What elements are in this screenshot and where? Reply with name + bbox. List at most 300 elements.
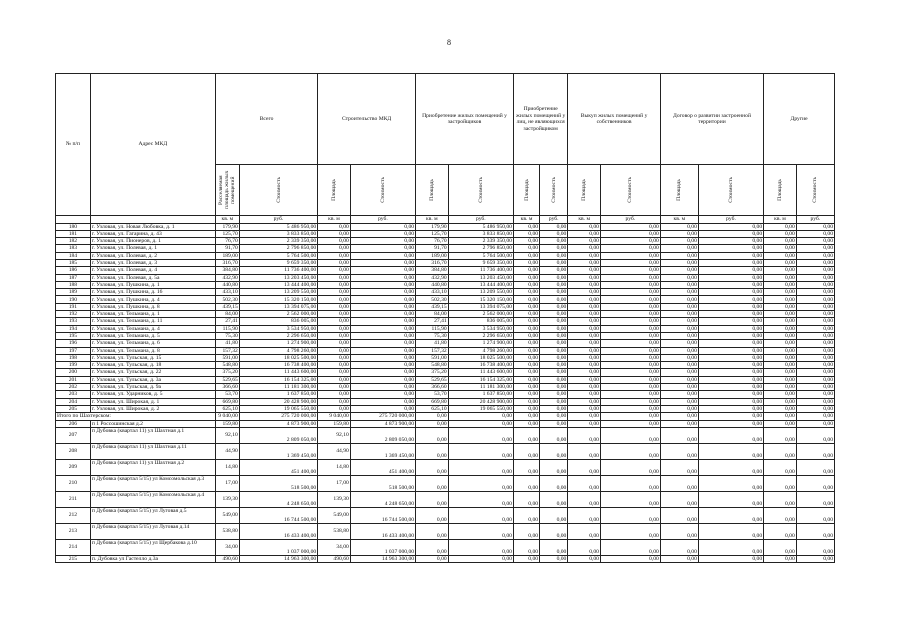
cell-area: 0,00 bbox=[660, 281, 698, 288]
cell-area: 0,00 bbox=[513, 318, 539, 325]
cell-cost: 16 154 325,00 bbox=[239, 376, 317, 383]
cell-cost: 518 500,00 bbox=[239, 475, 317, 491]
cell-cost: 0,00 bbox=[540, 238, 568, 245]
cell-cost: 0,00 bbox=[540, 427, 568, 443]
cell-cost: 0,00 bbox=[540, 507, 568, 523]
cell-cost: 0,00 bbox=[796, 413, 834, 420]
cell-area: 0,00 bbox=[764, 491, 797, 507]
cell-area: 0,00 bbox=[764, 398, 797, 405]
cell-cost: 0,00 bbox=[796, 391, 834, 398]
cell-cost: 0,00 bbox=[796, 369, 834, 376]
cell-cost: 16 154 325,00 bbox=[448, 376, 513, 383]
cell-cost: 0,00 bbox=[600, 223, 660, 230]
cell-cost: 1 037 000,00 bbox=[350, 539, 415, 555]
cell-cost: 0,00 bbox=[540, 311, 568, 318]
cell-area: 0,00 bbox=[568, 539, 601, 555]
cell-area: 502,30 bbox=[416, 296, 449, 303]
total-row bbox=[56, 413, 835, 420]
cell-cost: 0,00 bbox=[600, 507, 660, 523]
cell-cost: 0,00 bbox=[600, 354, 660, 361]
table-row bbox=[56, 296, 835, 303]
col-num-header: № п/п bbox=[56, 74, 91, 216]
cell-cost: 16 738 400,00 bbox=[239, 362, 317, 369]
group-construction-header: Строительство МКД bbox=[318, 74, 416, 165]
cell-cost: 0,00 bbox=[540, 252, 568, 259]
cell-area: 0,00 bbox=[568, 376, 601, 383]
cell-cost: 0,00 bbox=[796, 252, 834, 259]
cell-cost: 11 181 300,00 bbox=[239, 384, 317, 391]
sub-area-header: Площадь bbox=[513, 165, 539, 216]
sub-area-header: Площадь bbox=[568, 165, 601, 216]
cell-cost: 0,00 bbox=[796, 347, 834, 354]
row-number: 201 bbox=[56, 376, 91, 383]
cell-area: 0,00 bbox=[764, 332, 797, 339]
cell-cost: 0,00 bbox=[698, 267, 763, 274]
cell-area: 0,00 bbox=[568, 369, 601, 376]
row-address: п Дубовка (квартал 5/15) ул Комсомольская д.4 bbox=[90, 491, 215, 507]
cell-cost: 0,00 bbox=[600, 443, 660, 459]
group-total-header: Всего bbox=[215, 74, 317, 165]
row-number: 187 bbox=[56, 274, 91, 281]
sub-cost-header: Стоимость bbox=[698, 165, 763, 216]
cell-area: 157,32 bbox=[416, 347, 449, 354]
cell-cost: 16 744 500,00 bbox=[350, 507, 415, 523]
cell-cost: 0,00 bbox=[698, 420, 763, 427]
header-group-row bbox=[56, 74, 835, 165]
cell-cost: 0,00 bbox=[796, 259, 834, 266]
cell-area: 0,00 bbox=[568, 230, 601, 237]
cell-area: 41,80 bbox=[215, 340, 239, 347]
table-row bbox=[56, 420, 835, 427]
cell-area: 440,80 bbox=[215, 281, 239, 288]
cell-cost: 0,00 bbox=[698, 289, 763, 296]
table-row bbox=[56, 398, 835, 405]
cell-cost: 0,00 bbox=[600, 539, 660, 555]
cell-area: 0,00 bbox=[660, 420, 698, 427]
sub-cost-header: Стоимость bbox=[239, 165, 317, 216]
row-address: г. Узловая, ул. Тельмана, д. 11 bbox=[90, 318, 215, 325]
group-developer-purchase-header: Приобретение жилых помещений у застройщиков bbox=[416, 74, 514, 165]
cell-cost: 0,00 bbox=[796, 223, 834, 230]
cell-area: 549,00 bbox=[215, 507, 239, 523]
sub-cost-header: Стоимость bbox=[540, 165, 568, 216]
cell-cost: 0,00 bbox=[350, 376, 415, 383]
cell-area: 189,00 bbox=[416, 252, 449, 259]
cell-area: 0,00 bbox=[764, 475, 797, 491]
cell-cost: 0,00 bbox=[600, 259, 660, 266]
cell-cost: 18 025 500,00 bbox=[448, 354, 513, 361]
cell-cost: 0,00 bbox=[698, 491, 763, 507]
col-addr-header: Адрес МКД bbox=[90, 74, 215, 216]
cell-cost: 20 428 900,00 bbox=[448, 398, 513, 405]
row-address: г. Узловая, ул. Тельмана, д. 8 bbox=[90, 347, 215, 354]
cell-cost: 0,00 bbox=[698, 362, 763, 369]
cell-area: 0,00 bbox=[513, 413, 539, 420]
table-row bbox=[56, 507, 835, 523]
row-address: п Дубовка (квартал 11) ул Шахтная д.11 bbox=[90, 443, 215, 459]
unit-area: кв. м bbox=[513, 216, 539, 224]
cell-cost: 2 809 050,00 bbox=[239, 427, 317, 443]
cell-area: 84,00 bbox=[215, 311, 239, 318]
cell-area: 0,00 bbox=[416, 507, 449, 523]
cell-cost: 0,00 bbox=[698, 252, 763, 259]
cell-area: 440,80 bbox=[416, 281, 449, 288]
cell-cost: 13 209 550,00 bbox=[239, 289, 317, 296]
cell-area: 0,00 bbox=[513, 507, 539, 523]
cell-cost: 0,00 bbox=[540, 523, 568, 539]
cell-cost: 0,00 bbox=[600, 459, 660, 475]
cell-cost: 15 320 150,00 bbox=[239, 296, 317, 303]
cell-cost: 0,00 bbox=[796, 539, 834, 555]
cell-cost: 0,00 bbox=[540, 325, 568, 332]
cell-area: 0,00 bbox=[416, 555, 449, 562]
cell-area: 0,00 bbox=[568, 259, 601, 266]
cell-cost: 1 637 850,00 bbox=[448, 391, 513, 398]
cell-area: 0,00 bbox=[764, 259, 797, 266]
cell-cost: 0,00 bbox=[796, 311, 834, 318]
cell-area: 0,00 bbox=[513, 384, 539, 391]
cell-area: 0,00 bbox=[568, 413, 601, 420]
table-row bbox=[56, 274, 835, 281]
cell-area: 591,00 bbox=[215, 354, 239, 361]
cell-cost: 3 833 850,00 bbox=[239, 230, 317, 237]
cell-area: 0,00 bbox=[764, 555, 797, 562]
cell-cost: 0,00 bbox=[540, 459, 568, 475]
cell-cost: 0,00 bbox=[796, 303, 834, 310]
cell-cost: 275 720 000,00 bbox=[239, 413, 317, 420]
cell-cost: 0,00 bbox=[540, 259, 568, 266]
cell-area: 0,00 bbox=[660, 354, 698, 361]
cell-cost: 0,00 bbox=[698, 384, 763, 391]
cell-cost: 2 796 850,00 bbox=[448, 245, 513, 252]
cell-cost: 0,00 bbox=[698, 238, 763, 245]
unit-area: кв. м bbox=[416, 216, 449, 224]
row-address: г. Узловая, ул. Широкая, д. 2 bbox=[90, 405, 215, 412]
cell-cost: 0,00 bbox=[448, 443, 513, 459]
cell-area: 0,00 bbox=[416, 413, 449, 420]
cell-cost: 0,00 bbox=[600, 325, 660, 332]
cell-cost: 4 873 900,00 bbox=[239, 420, 317, 427]
cell-cost: 19 065 550,00 bbox=[239, 405, 317, 412]
row-number: 182 bbox=[56, 238, 91, 245]
row-address: г. Узловая, ул. Полевая, д. 2 bbox=[90, 252, 215, 259]
cell-area: 9 040,00 bbox=[215, 413, 239, 420]
cell-area: 0,00 bbox=[764, 267, 797, 274]
cell-area: 0,00 bbox=[318, 398, 351, 405]
cell-cost: 451 400,00 bbox=[350, 459, 415, 475]
cell-area: 0,00 bbox=[513, 443, 539, 459]
cell-area: 159,80 bbox=[215, 420, 239, 427]
cell-cost: 1 369 450,00 bbox=[350, 443, 415, 459]
cell-area: 0,00 bbox=[764, 443, 797, 459]
cell-area: 125,70 bbox=[416, 230, 449, 237]
cell-cost: 0,00 bbox=[698, 443, 763, 459]
row-number: 192 bbox=[56, 311, 91, 318]
cell-area: 0,00 bbox=[764, 507, 797, 523]
cell-area: 0,00 bbox=[568, 238, 601, 245]
cell-cost: 0,00 bbox=[540, 539, 568, 555]
cell-area: 0,00 bbox=[318, 259, 351, 266]
cell-area: 0,00 bbox=[660, 384, 698, 391]
row-number: 188 bbox=[56, 281, 91, 288]
cell-cost: 0,00 bbox=[350, 238, 415, 245]
cell-area: 0,00 bbox=[568, 303, 601, 310]
table-row bbox=[56, 318, 835, 325]
cell-area: 0,00 bbox=[660, 555, 698, 562]
cell-cost: 0,00 bbox=[600, 391, 660, 398]
cell-cost: 0,00 bbox=[540, 245, 568, 252]
cell-cost: 0,00 bbox=[698, 259, 763, 266]
resettlement-table bbox=[55, 73, 835, 563]
cell-cost: 0,00 bbox=[796, 281, 834, 288]
cell-cost: 0,00 bbox=[350, 311, 415, 318]
row-address: п Дубовка (квартал 11) ул Шахтная д.1 bbox=[90, 427, 215, 443]
cell-cost: 9 659 350,00 bbox=[448, 259, 513, 266]
cell-cost: 0,00 bbox=[698, 318, 763, 325]
cell-area: 625,10 bbox=[215, 405, 239, 412]
cell-cost: 2 296 650,00 bbox=[448, 332, 513, 339]
row-address: г. Узловая, ул. Полевая, д. 1 bbox=[90, 245, 215, 252]
cell-cost: 5 764 500,00 bbox=[448, 252, 513, 259]
row-address: п Дубовка (квартал 5/15) ул Щербакова д.10 bbox=[90, 539, 215, 555]
cell-area: 0,00 bbox=[660, 507, 698, 523]
row-number: 210 bbox=[56, 475, 91, 491]
cell-cost: 0,00 bbox=[600, 405, 660, 412]
cell-cost: 3 534 950,00 bbox=[448, 325, 513, 332]
row-address: п Дубовка (квартал 5/15) ул Луговая д.5 bbox=[90, 507, 215, 523]
cell-area: 157,32 bbox=[215, 347, 239, 354]
cell-area: 0,00 bbox=[568, 347, 601, 354]
cell-cost: 0,00 bbox=[698, 405, 763, 412]
cell-cost: 0,00 bbox=[540, 555, 568, 562]
row-number: 205 bbox=[56, 405, 91, 412]
row-number: 212 bbox=[56, 507, 91, 523]
cell-cost: 0,00 bbox=[350, 398, 415, 405]
cell-area: 115,90 bbox=[416, 325, 449, 332]
row-address: г. Узловая, ул. Тельмана, д. 5 bbox=[90, 332, 215, 339]
cell-area: 0,00 bbox=[318, 325, 351, 332]
cell-cost: 0,00 bbox=[540, 369, 568, 376]
row-address: г. Узловая, ул. Ударников, д. 5 bbox=[90, 391, 215, 398]
cell-area: 0,00 bbox=[318, 369, 351, 376]
sub-area-header: Площадь bbox=[764, 165, 797, 216]
cell-area: 0,00 bbox=[318, 267, 351, 274]
cell-area: 0,00 bbox=[416, 523, 449, 539]
cell-cost: 0,00 bbox=[600, 398, 660, 405]
table-row bbox=[56, 459, 835, 475]
cell-cost: 0,00 bbox=[698, 413, 763, 420]
row-number: 204 bbox=[56, 398, 91, 405]
cell-area: 0,00 bbox=[660, 274, 698, 281]
row-address: г. Узловая, ул. Тульская, д. 22 bbox=[90, 369, 215, 376]
cell-area: 0,00 bbox=[568, 289, 601, 296]
cell-area: 0,00 bbox=[764, 311, 797, 318]
row-number: 211 bbox=[56, 491, 91, 507]
cell-cost: 0,00 bbox=[448, 427, 513, 443]
cell-cost: 11 443 600,00 bbox=[448, 369, 513, 376]
cell-area: 0,00 bbox=[318, 318, 351, 325]
table-row bbox=[56, 362, 835, 369]
cell-cost: 0,00 bbox=[698, 507, 763, 523]
sub-total-area-header: Расселяемая площадь жилых помещений bbox=[215, 165, 239, 216]
cell-cost: 0,00 bbox=[600, 491, 660, 507]
cell-cost: 0,00 bbox=[698, 303, 763, 310]
cell-area: 27,41 bbox=[416, 318, 449, 325]
cell-area: 34,00 bbox=[318, 539, 351, 555]
cell-area: 139,30 bbox=[215, 491, 239, 507]
row-number: 185 bbox=[56, 259, 91, 266]
table-row bbox=[56, 555, 835, 562]
cell-area: 0,00 bbox=[513, 405, 539, 412]
cell-area: 0,00 bbox=[568, 274, 601, 281]
row-address: г. Узловая, ул. Полевая, д. 3 bbox=[90, 259, 215, 266]
cell-cost: 0,00 bbox=[540, 274, 568, 281]
cell-cost: 0,00 bbox=[540, 296, 568, 303]
cell-cost: 0,00 bbox=[350, 296, 415, 303]
cell-cost: 0,00 bbox=[600, 267, 660, 274]
cell-cost: 0,00 bbox=[698, 311, 763, 318]
cell-cost: 5 486 950,00 bbox=[448, 223, 513, 230]
cell-cost: 1 274 900,00 bbox=[448, 340, 513, 347]
page-number: 8 bbox=[447, 38, 451, 47]
sub-area-header: Площадь bbox=[660, 165, 698, 216]
row-number: 196 bbox=[56, 340, 91, 347]
cell-cost: 0,00 bbox=[600, 289, 660, 296]
cell-cost: 0,00 bbox=[698, 459, 763, 475]
cell-cost: 16 738 400,00 bbox=[448, 362, 513, 369]
cell-area: 0,00 bbox=[513, 475, 539, 491]
row-number: 189 bbox=[56, 289, 91, 296]
cell-area: 0,00 bbox=[660, 405, 698, 412]
cell-area: 0,00 bbox=[660, 311, 698, 318]
cell-cost: 4 798 260,00 bbox=[448, 347, 513, 354]
row-number: 193 bbox=[56, 318, 91, 325]
cell-cost: 0,00 bbox=[600, 362, 660, 369]
cell-area: 92,10 bbox=[215, 427, 239, 443]
cell-cost: 0,00 bbox=[600, 384, 660, 391]
cell-area: 375,20 bbox=[215, 369, 239, 376]
cell-cost: 0,00 bbox=[698, 281, 763, 288]
cell-cost: 0,00 bbox=[448, 491, 513, 507]
table-row bbox=[56, 259, 835, 266]
cell-cost: 0,00 bbox=[796, 332, 834, 339]
cell-cost: 0,00 bbox=[698, 398, 763, 405]
cell-area: 189,00 bbox=[215, 252, 239, 259]
cell-cost: 0,00 bbox=[698, 332, 763, 339]
table-row bbox=[56, 376, 835, 383]
cell-area: 490,60 bbox=[215, 555, 239, 562]
group-nondeveloper-purchase-header: Приобретение жилых помещений у лиц, не являющихся застройщиком bbox=[513, 74, 567, 165]
cell-cost: 5 764 500,00 bbox=[239, 252, 317, 259]
cell-area: 0,00 bbox=[568, 420, 601, 427]
unit-cost: руб. bbox=[350, 216, 415, 224]
cell-cost: 0,00 bbox=[796, 491, 834, 507]
cell-area: 0,00 bbox=[764, 376, 797, 383]
cell-area: 0,00 bbox=[660, 230, 698, 237]
cell-cost: 0,00 bbox=[698, 475, 763, 491]
cell-cost: 0,00 bbox=[796, 325, 834, 332]
row-number: 197 bbox=[56, 347, 91, 354]
cell-cost: 0,00 bbox=[698, 376, 763, 383]
cell-cost: 1 274 900,00 bbox=[239, 340, 317, 347]
row-address: г. Узловая, ул. Тульская, д. 3а bbox=[90, 376, 215, 383]
cell-area: 0,00 bbox=[660, 252, 698, 259]
cell-area: 548,80 bbox=[215, 362, 239, 369]
cell-area: 9 040,00 bbox=[318, 413, 351, 420]
cell-area: 0,00 bbox=[764, 427, 797, 443]
cell-area: 84,00 bbox=[416, 311, 449, 318]
total-label: Итого по Шахтерском: bbox=[56, 413, 216, 420]
cell-area: 433,10 bbox=[416, 289, 449, 296]
cell-cost: 16 433 400,00 bbox=[350, 523, 415, 539]
cell-cost: 11 181 300,00 bbox=[448, 384, 513, 391]
cell-area: 384,80 bbox=[215, 267, 239, 274]
cell-cost: 0,00 bbox=[600, 274, 660, 281]
cell-cost: 0,00 bbox=[796, 340, 834, 347]
cell-cost: 0,00 bbox=[600, 318, 660, 325]
cell-area: 0,00 bbox=[660, 332, 698, 339]
cell-area: 538,80 bbox=[318, 523, 351, 539]
cell-area: 0,00 bbox=[318, 223, 351, 230]
cell-cost: 13 444 400,00 bbox=[239, 281, 317, 288]
cell-area: 0,00 bbox=[764, 223, 797, 230]
cell-area: 502,30 bbox=[215, 296, 239, 303]
row-address: г. Узловая, ул. Тульская, д. 15 bbox=[90, 354, 215, 361]
cell-cost: 0,00 bbox=[540, 405, 568, 412]
cell-area: 44,90 bbox=[318, 443, 351, 459]
sub-cost-header: Стоимость bbox=[796, 165, 834, 216]
cell-area: 0,00 bbox=[513, 427, 539, 443]
header-units-row bbox=[56, 216, 835, 224]
cell-cost: 0,00 bbox=[600, 245, 660, 252]
cell-area: 0,00 bbox=[568, 267, 601, 274]
cell-cost: 0,00 bbox=[796, 405, 834, 412]
cell-area: 0,00 bbox=[318, 281, 351, 288]
cell-area: 0,00 bbox=[568, 245, 601, 252]
cell-area: 44,90 bbox=[215, 443, 239, 459]
cell-cost: 0,00 bbox=[350, 252, 415, 259]
cell-area: 0,00 bbox=[318, 245, 351, 252]
unit-area: кв. м bbox=[568, 216, 601, 224]
cell-area: 625,10 bbox=[416, 405, 449, 412]
unit-area: кв. м bbox=[215, 216, 239, 224]
cell-area: 0,00 bbox=[764, 391, 797, 398]
cell-cost: 14 963 300,00 bbox=[239, 555, 317, 562]
cell-cost: 0,00 bbox=[540, 281, 568, 288]
cell-cost: 0,00 bbox=[350, 354, 415, 361]
cell-cost: 0,00 bbox=[600, 230, 660, 237]
table-row bbox=[56, 223, 835, 230]
cell-cost: 0,00 bbox=[698, 539, 763, 555]
cell-cost: 0,00 bbox=[796, 238, 834, 245]
cell-area: 0,00 bbox=[660, 369, 698, 376]
table-row bbox=[56, 347, 835, 354]
table-row bbox=[56, 443, 835, 459]
cell-area: 0,00 bbox=[660, 391, 698, 398]
cell-area: 0,00 bbox=[568, 491, 601, 507]
table-row bbox=[56, 289, 835, 296]
cell-area: 0,00 bbox=[513, 311, 539, 318]
cell-cost: 0,00 bbox=[796, 267, 834, 274]
cell-area: 0,00 bbox=[568, 354, 601, 361]
cell-area: 0,00 bbox=[513, 369, 539, 376]
row-number: 180 bbox=[56, 223, 91, 230]
cell-area: 0,00 bbox=[660, 325, 698, 332]
cell-cost: 0,00 bbox=[448, 475, 513, 491]
cell-area: 0,00 bbox=[318, 230, 351, 237]
cell-cost: 0,00 bbox=[448, 507, 513, 523]
cell-cost: 4 873 900,00 bbox=[350, 420, 415, 427]
